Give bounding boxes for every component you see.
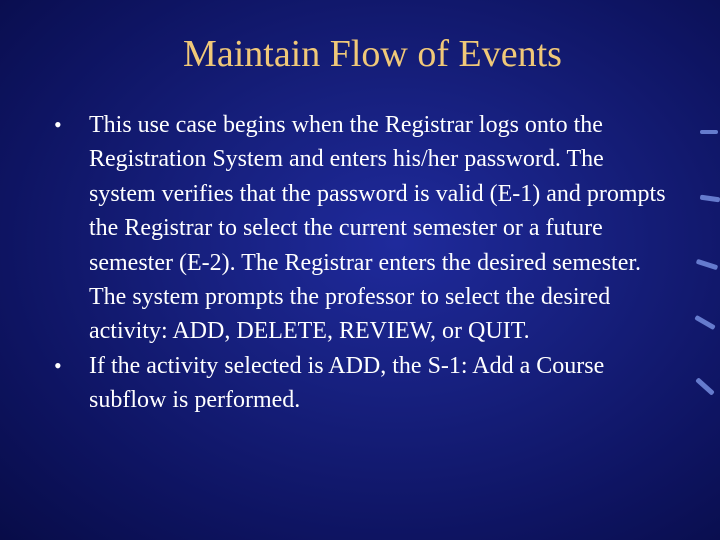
bullet-icon: • — [54, 352, 62, 378]
decorative-dash-icon — [700, 130, 718, 134]
bullet-text: If the activity selected is ADD, the S-1: Add a Course subflow is performed. — [89, 352, 605, 414]
decorative-dash-icon — [700, 195, 720, 203]
bullet-item — [54, 108, 674, 349]
slide-title: Maintain Flow of Events — [183, 33, 562, 75]
decorative-dash-icon — [696, 259, 718, 271]
decorative-dash-icon — [695, 377, 715, 395]
bullet-list — [54, 108, 674, 418]
bullet-item — [54, 349, 674, 418]
bullet-text: This use case begins when the Registrar logs onto the Registration System and enters his/her password. The system verifies that the password is valid (E-1) and prompts the Registrar to select the current semester or a future semester (E-2). The Registrar enters the desired semester. The system prompts the professor to select the desired activity: ADD, DELETE, REVIEW, or QUIT. — [89, 112, 666, 345]
bullet-icon: • — [54, 112, 62, 137]
decorative-dash-icon — [694, 315, 716, 330]
